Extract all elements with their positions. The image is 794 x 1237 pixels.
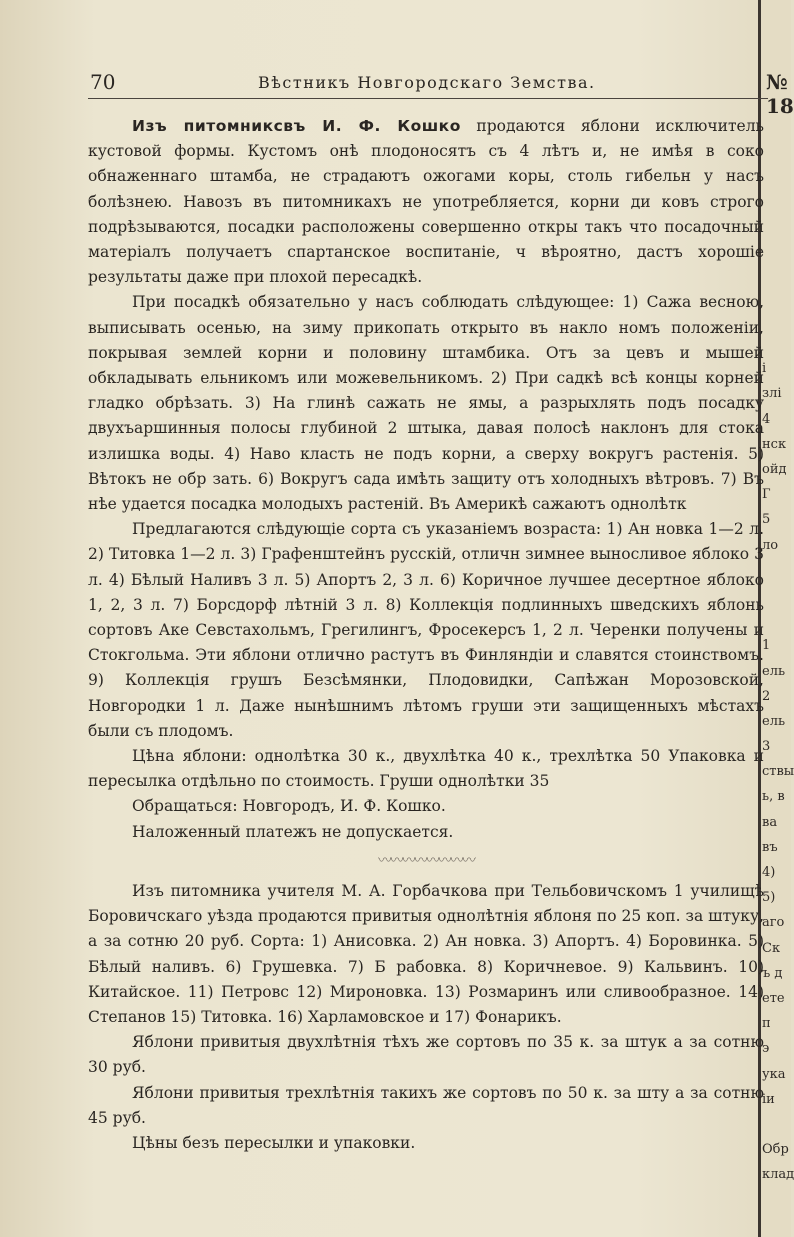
- margin-fragment: 4): [762, 865, 776, 880]
- margin-fragment: ель: [762, 663, 786, 679]
- margin-fragment: [762, 180, 791, 205]
- margin-fragment: [762, 230, 791, 255]
- margin-fragment: [762, 331, 791, 356]
- margin-fragment: п: [762, 1016, 771, 1032]
- margin-fragment: ва: [762, 814, 778, 830]
- margin-fragment: Обр: [762, 1142, 789, 1158]
- margin-fragment: аго: [762, 915, 785, 931]
- article1-paragraph: [88, 114, 764, 290]
- margin-fragment: [762, 608, 791, 633]
- article1-p3: Предлагаются слѣдующіе сорта съ указаніемъ возраста: 1) Ан новка 1—2 л. 2) Титовка 1—2 л. 3) Графенштейнъ русскій, отличн зимнее выносливое яблоко 3 л. 4) Бѣлый Наливъ 3 л. 5) Апортъ 2, 3 л. 6) Коричное лучшее десертное яблоко 1, 2, 3 л. 7) Борсдорф лѣтній 3 л. 8) Коллекція подлинныхъ шведскихъ яблонь сортовъ Аке Севстахольмъ, Грегилингъ, Фросекерсъ 1, 2 л. Черенки получены и Стокгольма. Эти яблони отлично растутъ въ Финляндіи и славятся стоинствомъ. 9) Коллекція грушъ Безсѣмянки, Плодовидки, Сапѣжан Морозовской, Новгородки 1 л. Даже нынѣшнимъ лѣтомъ груши эти защищенныхъ мѣстахъ были съ плодомъ.: [88, 520, 764, 740]
- article1-lead: Изъ питомниксвъ И. Ф. Кошко: [132, 117, 461, 135]
- margin-fragment: іи: [762, 1091, 775, 1107]
- article2-p4: Цѣны безъ пересылки и упаковки.: [132, 1133, 416, 1152]
- article1-p4: Цѣна яблони: однолѣтка 30 к., двухлѣтка 40 к., трехлѣтка 50 Упаковка и пересылка отдѣльно по стоимость. Груши однолѣтки 35: [88, 747, 764, 791]
- margin-fragment: [762, 104, 791, 129]
- margin-fragment: 4: [762, 411, 771, 427]
- article2-p1: Изъ питомника учителя М. А. Горбачкова при Тельбовичскомъ 1 училищѣ Боровичскаго уѣзда продаются привитыя однолѣтнія яблоня по 25 коп. за штуку, а за сотню 20 руб. Сорта: 1) Анисовка. 2) Ан новка. 3) Апортъ. 4) Боровинка. 5) Бѣлый наливъ. 6) Грушевка. 7) Б рабовка. 8) Коричневое. 9) Кальвинъ. 10) Китайское. 11) Петровс 12) Мироновка. 13) Розмаринъ или сливообразное. 14) Степанов 15) Титовка. 16) Харламовское и 17) Фонарикъ.: [88, 881, 764, 1026]
- margin-fragment: ете: [762, 990, 785, 1006]
- article2-p3: Яблони привитыя трехлѣтнія такихъ же сортовъ по 50 к. за шту а за сотню 45 руб.: [88, 1083, 764, 1127]
- article2-p2: Яблони привитыя двухлѣтнія тѣхъ же сортовъ по 35 к. за штук а за сотню 30 руб.: [88, 1033, 764, 1077]
- margin-fragment: [762, 79, 791, 104]
- margin-fragment: Г: [762, 487, 771, 503]
- page-number: 70: [90, 70, 116, 94]
- margin-fragment: 5): [762, 890, 776, 906]
- margin-fragment: [762, 130, 791, 155]
- margin-fragment: 3: [762, 739, 771, 755]
- margin-fragment: [762, 583, 791, 608]
- margin-fragment: э: [762, 1041, 770, 1057]
- margin-fragment: 2: [762, 688, 771, 704]
- margin-fragment: ойд: [762, 462, 787, 477]
- margin-fragment: і: [762, 361, 767, 377]
- margin-fragment: клад: [762, 1167, 794, 1183]
- margin-fragment: ука: [762, 1066, 786, 1082]
- margin-fragment: [762, 155, 791, 180]
- article1-p6: Наложенный платежъ не допускается.: [132, 822, 454, 841]
- main-text: [88, 114, 764, 1164]
- margin-fragment: [762, 281, 791, 306]
- margin-fragment: ъ д: [762, 965, 783, 981]
- margin-fragment: 1: [762, 638, 771, 654]
- margin-fragment: [762, 256, 791, 281]
- adjacent-page-fragments: [762, 54, 794, 1183]
- margin-fragment: [762, 1112, 791, 1137]
- margin-fragment: ствы: [762, 764, 794, 780]
- article1-p2: При посадкѣ обязательно у насъ соблюдать слѣдующее: 1) Сажа весною, выписывать осенью, на зиму прикопать открыто въ накло номъ положеніи, покрывая землей корни и половину штамбика. Отъ за цевъ и мышей обкладывать ельникомъ или можевельникомъ. 2) При садкѣ всѣ концы корней гладко обрѣзать. 3) На глинѣ сажать не ямы, а разрыхлять подъ посадку двухъаршинныя полосы глубиной 2 штыка, давая полосѣ наклонъ для стока излишка воды. 4) Наво класть не подъ корни, а сверху вокругъ растенія. 5) Вѣтокъ не обр зать. 6) Вокругъ сада имѣть защиту отъ холодныхъ вѣтровъ. 7) Въ нѣе удается посадка молодыхъ растеній. Въ Америкѣ сажаютъ однолѣтк: [88, 293, 764, 514]
- margin-fragment: нск: [762, 436, 787, 452]
- margin-fragment: [762, 306, 791, 331]
- margin-fragment: ель: [762, 713, 786, 729]
- margin-fragment: ь, в: [762, 789, 785, 805]
- margin-fragment: ло: [762, 537, 779, 553]
- margin-fragment: въ: [762, 839, 778, 855]
- issue-number: № 18: [766, 70, 794, 118]
- margin-fragment: злі: [762, 386, 782, 402]
- margin-fragment: Ск: [762, 940, 781, 956]
- margin-fragment: 5: [762, 512, 771, 528]
- margin-fragment: [762, 205, 791, 230]
- running-header: [88, 70, 794, 118]
- section-divider: 〰〰〰〰〰〰〰〰: [378, 852, 474, 869]
- article1-p5: Обращаться: Новгородъ, И. Ф. Кошко.: [132, 797, 446, 816]
- margin-fragment: [762, 54, 791, 79]
- margin-fragment: [762, 558, 791, 583]
- journal-title: Вѣстникъ Новгородскаго Земства.: [258, 73, 596, 92]
- article1-p1-body: продаются яблони исключитель кустовой формы. Кустомъ онѣ плодоносятъ съ 4 лѣтъ и, не имѣя в соко обнаженнаго штамба, не страдаютъ ожогами коры, столь гибельн у насъ болѣзнею. Навозъ въ питомникахъ не употребляется, корни ди ковъ строго подрѣзываются, посадки расположены совершенно откры такъ что посадочный матеріалъ получаетъ спартанское воспитаніе, ч вѣроятно, дастъ хорошіе результаты даже при плохой пересадкѣ.: [88, 117, 764, 287]
